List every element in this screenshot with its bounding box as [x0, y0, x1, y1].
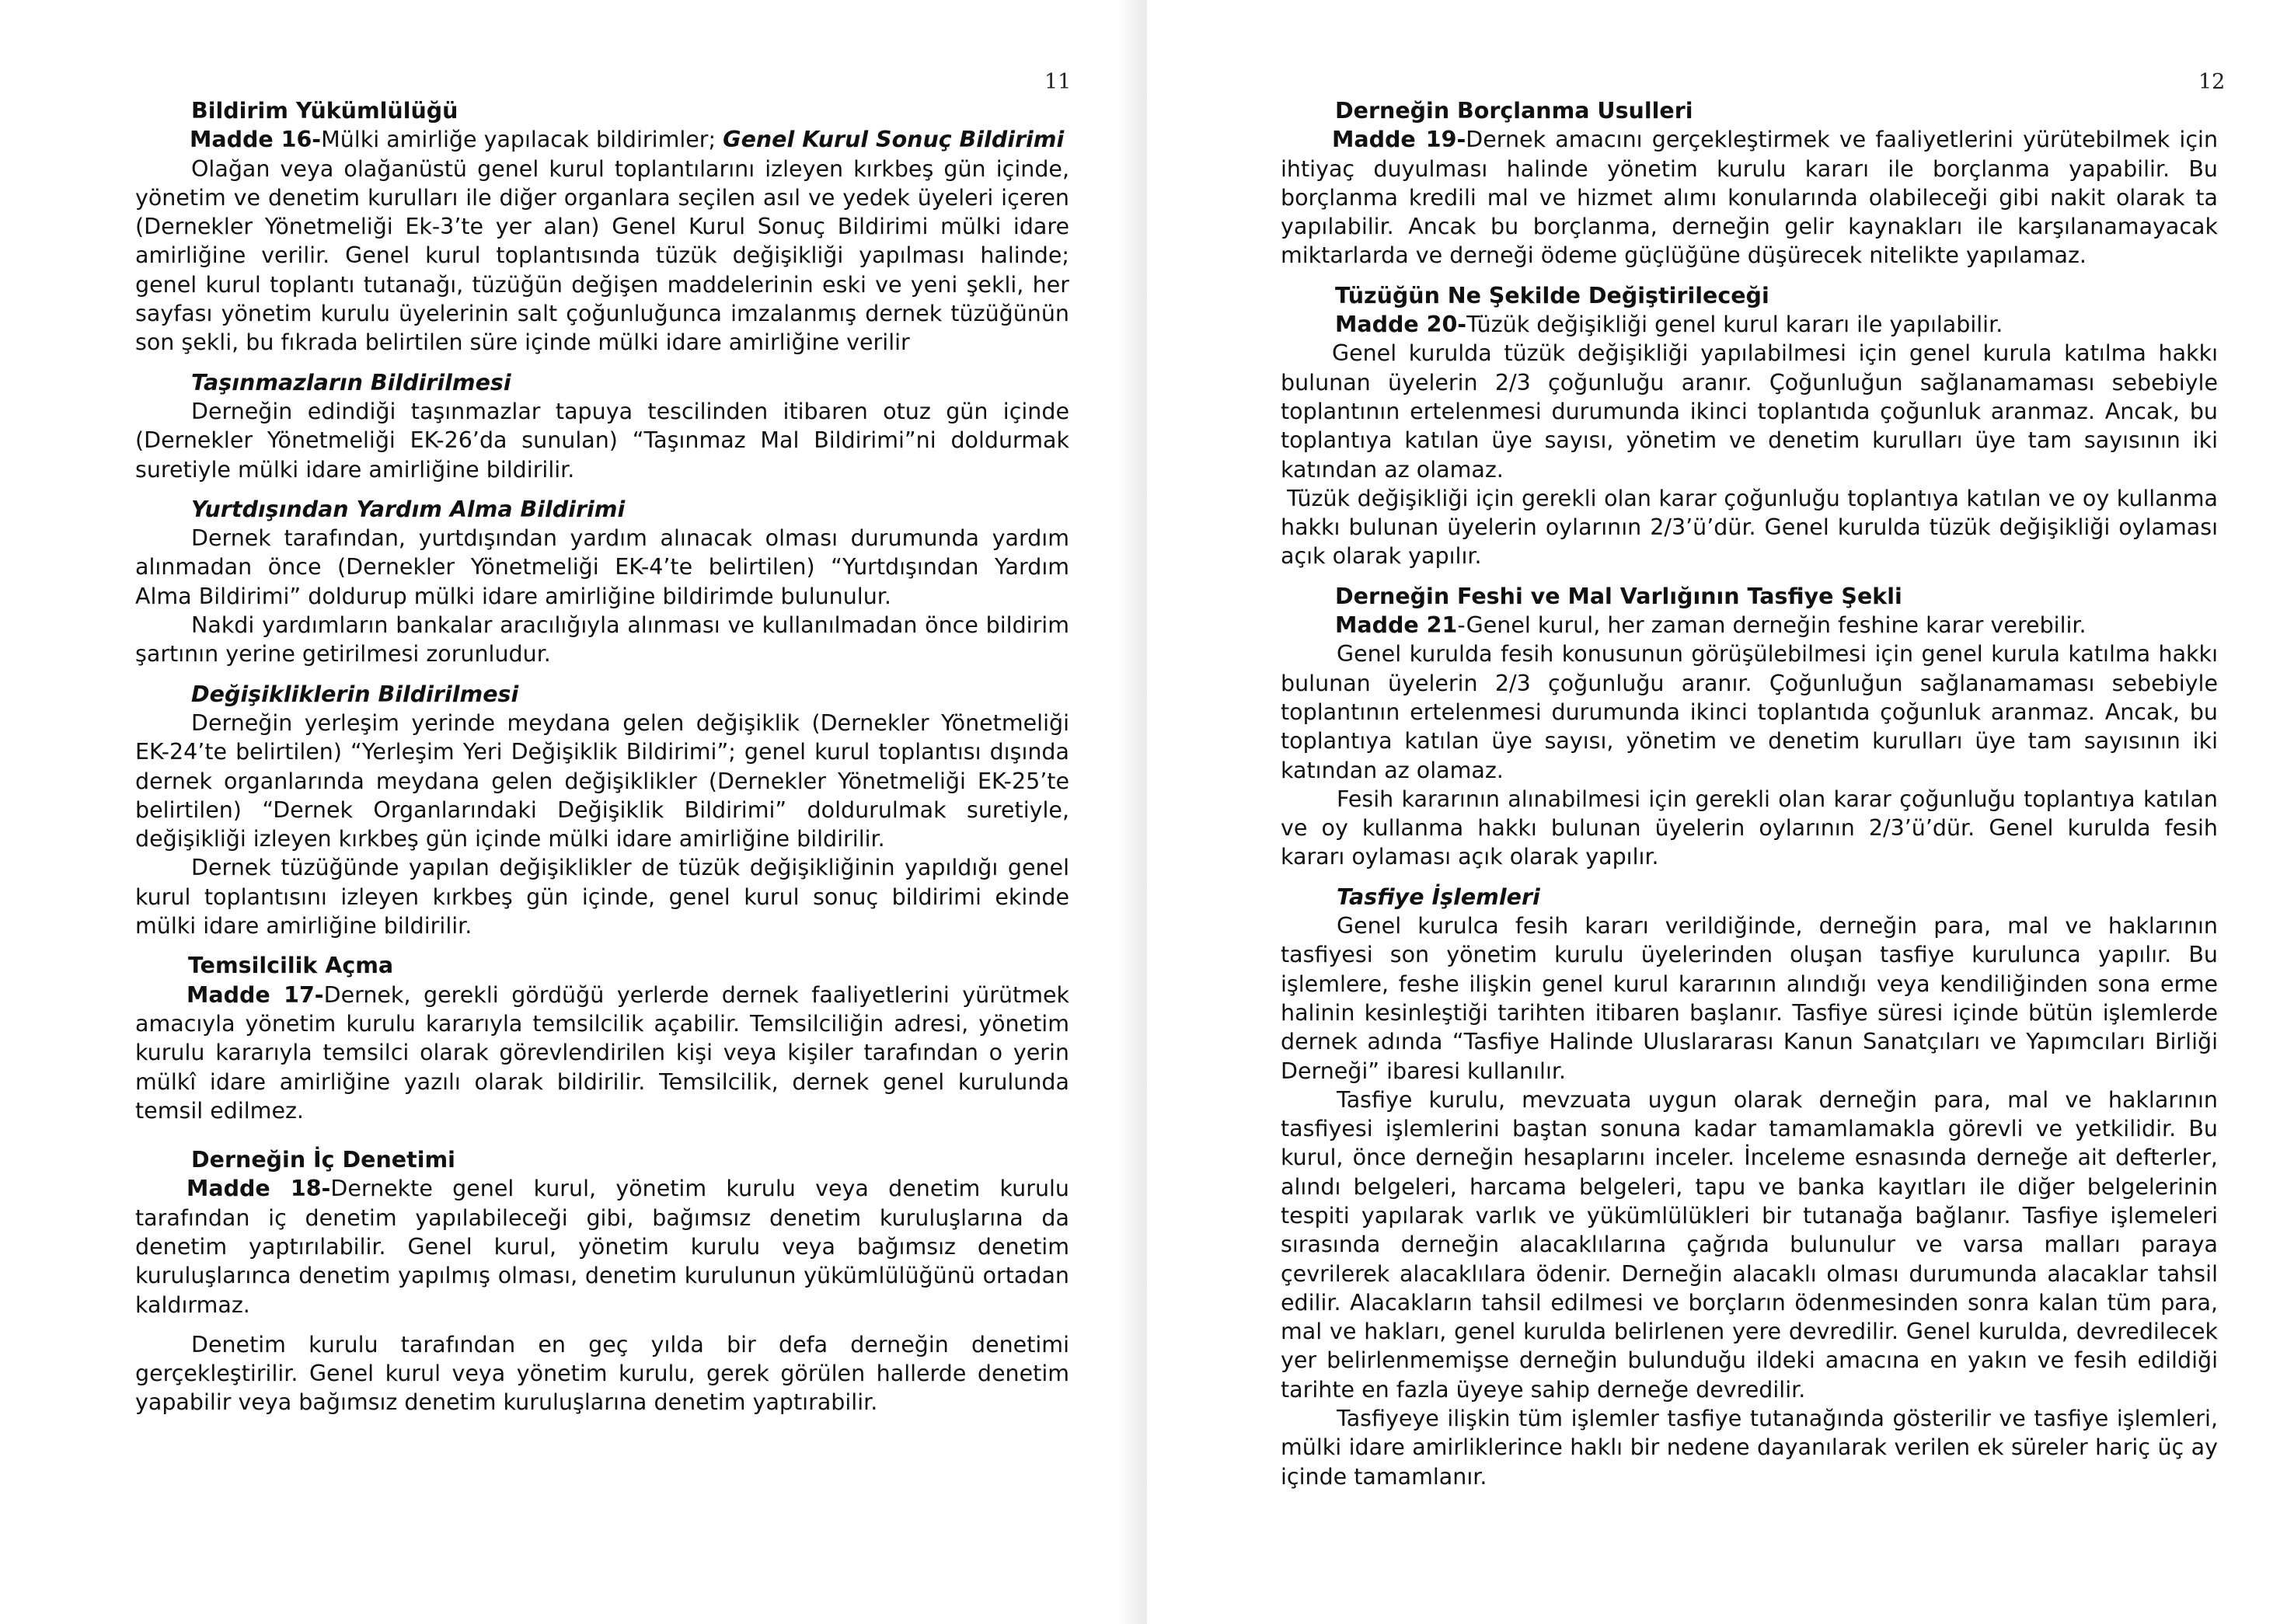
article-paragraph: [135, 125, 1069, 154]
section-heading: Derneğin İç Denetimi: [191, 1147, 455, 1173]
article-text: Mülki amirliğe yapılacak bildirimler;: [321, 127, 723, 153]
body-paragraph: Tüzük değişikliği için gerekli olan karar çoğunluğu toplantıya katılan ve oy kullanma hakkı bulunan üyelerin oylarının 2/3’ü’dür. Genel kurulda tüzük değişikliği oylaması açık olarak yapılır.: [1281, 485, 2218, 570]
body-paragraph: Denetim kurulu tarafından en geç yılda bir defa derneğin denetimi gerçekleştirilir. Genel kurul veya yönetim kurulu, gerek görülen hallerde denetim yapabilir veya bağımsız denetim kuruluşlarına denetim yaptırabilir.: [135, 1331, 1069, 1416]
body-paragraph: Nakdi yardımların bankalar aracılığıyla alınması ve kullanılmadan önce bildirim şartının yerine getirilmesi zorunludur.: [135, 612, 1069, 667]
article-number: Madde 20-: [1335, 312, 1467, 338]
article-text: -Genel kurul, her zaman derneğin feshine karar verebilir.: [1457, 612, 2087, 639]
section-heading: Temsilcilik Açma: [188, 953, 394, 979]
body-paragraph: Fesih kararının alınabilmesi için gerekli olan karar çoğunluğu toplantıya katılan ve oy kullanma hakkı bulunan üyelerin oylarının 2/3’ü’dür. Genel kurulda fesih kararı oylaması açık olarak yapılır.: [1281, 786, 2218, 870]
article-number: Madde 16-: [190, 127, 322, 153]
body-paragraph: Derneğin yerleşim yerinde meydana gelen değişiklik (Dernekler Yönetmeliği EK-24’te belirtilen) “Yerleşim Yeri Değişiklik Bildirimi”; genel kurul toplantısı dışında dernek organlarında meydana gelen değişiklikler (Dernekler Yönetmeliği EK-25’te belirtilen) “Dernek Organlarındaki Değişiklik Bildirimi” doldurulmak suretiyle, değişikliği izleyen kırkbeş gün içinde mülki idare amirliğine bildirilir.: [135, 709, 1069, 852]
body-paragraph: Tasfiyeye ilişkin tüm işlemler tasfiye tutanağında gösterilir ve tasfiye işlemleri, mülki idare amirliklerince haklı bir nedene dayanılarak verilen ek süreler hariç üç ay içinde tamamlanır.: [1281, 1406, 2218, 1490]
right-text-column: [1281, 96, 2218, 1491]
section-heading: Tüzüğün Ne Şekilde Değiştirileceği: [1335, 282, 1769, 308]
section-heading: Derneğin Feshi ve Mal Varlığının Tasfiye Şekli: [1335, 583, 1902, 609]
article-number: Madde 19-: [1332, 127, 1466, 153]
article-text: Dernekte genel kurul, yönetim kurulu veya denetim kurulu tarafından iç denetim yapılabileceği gibi, bağımsız denetim kuruluşlarına da denetim yaptırılabilir. Genel kurul, yönetim kurulu veya bağımsız denetim kuruluşlarınca denetim yapılmış olması, denetim kurulunun yükümlülüğünü ortadan kaldırmaz.: [135, 1176, 1069, 1318]
article-number: Madde 21: [1335, 612, 1458, 639]
page-number: 12: [2198, 70, 2226, 94]
section-heading: Bildirim Yükümlülüğü: [191, 98, 458, 124]
article-text: Dernek, gerekli gördüğü yerlerde dernek faaliyetlerini yürütmek amacıyla yönetim kurulu kararıyla temsilcilik açabilir. Temsilciliğin adresi, yönetim kurulu kararıyla temsilci olarak görevlendirilen kişi veya kişiler tarafından o yerin mülkî idare amirliğine yazılı olarak bildirilir. Temsilcilik, dernek genel kurulunda temsil edilmez.: [135, 981, 1069, 1124]
article-number: Madde 17-: [187, 981, 324, 1008]
article-text: Dernek amacını gerçekleştirmek ve faaliyetlerini yürütebilmek için ihtiyaç duyulması halinde yönetim kurulu kararı ile borçlanma yapabilir. Bu borçlanma kredili mal ve hizmet alımı konularında olabileceği gibi nakit olarak ta yapılabilir. Ancak bu borçlanma, derneğin gelir kaynakları ile karşılanamayacak miktarlarda ve derneği ödeme güçlüğüne düşürecek nitelikte yapılamaz.: [1281, 127, 2219, 269]
body-paragraph: Dernek tüzüğünde yapılan değişiklikler de tüzük değişikliğinin yapıldığı genel kurul toplantısını izleyen kırkbeş gün içinde, genel kurul sonuç bildirimi ekinde mülki idare amirliğine bildirilir.: [135, 855, 1069, 939]
page-number: 11: [1044, 70, 1072, 94]
article-number: Madde 18-: [187, 1176, 331, 1202]
article-paragraph: [1281, 611, 2218, 639]
body-paragraph: Olağan veya olağanüstü genel kurul toplantılarını izleyen kırkbeş gün içinde, yönetim ve denetim kurulları ile diğer organlara seçilen asıl ve yedek üyeleri içeren (Dernekler Yönetmeliği Ek-3’te yer alan) Genel Kurul Sonuç Bildirimi mülki idare amirliğine verilir. Genel kurul toplantısında tüzük değişikliği yapılması halinde; genel kurul toplantı tutanağı, tüzüğün değişen maddelerinin eski ve yeni şekli, her sayfası yönetim kurulu üyelerinin salt çoğunluğunca imzalanmış dernek tüzüğünün son şekli, bu fıkrada belirtilen süre içinde mülki idare amirliğine verilir: [135, 155, 1069, 356]
body-paragraph: Genel kurulca fesih kararı verildiğinde, derneğin para, mal ve haklarının tasfiyesi son yönetim kurulu üyelerinden oluşan tasfiye kurulunca yapılır. Bu işlemlere, feshe ilişkin genel kurul kararının alındığı veya kendiliğinden sona erme halinin kesinleştiği tarihten itibaren başlanır. Tasfiye süresi içinde bütün işlemlerde dernek adında “Tasfiye Halinde Uluslararası Kanun Sanatçıları ve Yapımcıları Birliği Derneği” ibaresi kullanılır.: [1281, 913, 2218, 1084]
article-emphasis: Genel Kurul Sonuç Bildirimi: [723, 127, 1065, 153]
right-page: [1147, 0, 2294, 1624]
subsection-heading: Taşınmazların Bildirilmesi: [191, 369, 511, 396]
article-text: Tüzük değişikliği genel kurul kararı ile yapılabilir.: [1466, 312, 2003, 338]
article-paragraph: [135, 1174, 1069, 1319]
article-paragraph: [1281, 310, 2218, 339]
subsection-heading: Tasfiye İşlemleri: [1337, 883, 1540, 910]
body-paragraph: Dernek tarafından, yurtdışından yardım alınacak olması durumunda yardım alınmadan önce (Dernekler Yönetmeliği EK-4’te belirtilen) “Yurtdışından Yardım Alma Bildirimi” doldurup mülki idare amirliğine bildirimde bulunulur.: [135, 525, 1069, 609]
left-text-column: [135, 96, 1069, 1417]
body-paragraph: Genel kurulda fesih konusunun görüşülebilmesi için genel kurula katılma hakkı bulunan üyelerin 2/3 çoğunluğu aranır. Çoğunluğun sağlanamaması sebebiyle toplantının ertelenmesi durumunda ikinci toplantıda çoğunluk aranmaz. Ancak, bu toplantıya katılan üye sayısı, yönetim ve denetim kurulları üye tam sayısının iki katından az olamaz.: [1281, 641, 2218, 783]
body-paragraph: Derneğin edindiği taşınmazlar tapuya tescilinden itibaren otuz gün içinde (Dernekler Yönetmeliği EK-26’da sunulan) “Taşınmaz Mal Bildirimi”ni doldurmak suretiyle mülki idare amirliğine bildirilir.: [135, 398, 1069, 483]
body-paragraph: Tasfiye kurulu, mevzuata uygun olarak derneğin para, mal ve haklarının tasfiyesi işlemlerini baştan sonuna kadar tamamlamakla görevli ve yetkilidir. Bu kurul, önce derneğin hesaplarını inceler. İnceleme esnasında derneğe ait defterler, alındı belgeleri, harcama belgeleri, tapu ve banka kayıtları ile diğer belgelerinin tespiti yapılarak varlık ve yükümlülükleri bir tutanağa bağlanır. Tasfiye işlemeleri sırasında derneğin alacaklılarına çağrıda bulunulur ve varsa malları paraya çevrilerek alacaklılara ödenir. Derneğin alacaklı olması durumunda alacaklar tahsil edilir. Alacakların tahsil edilmesi ve borçların ödenmesinden sonra kalan tüm para, mal ve hakları, genel kurulda belirlenen yere devredilir. Genel kurulda, devredilecek yer belirlenmemişse derneğin bulunduğu ildeki amacına en yakın ve fesih edildiği tarihte en fazla üyeye sahip derneğe devredilir.: [1281, 1086, 2218, 1403]
subsection-heading: Yurtdışından Yardım Alma Bildirimi: [191, 496, 626, 522]
article-paragraph: [1281, 125, 2218, 270]
article-paragraph: [135, 981, 1069, 1125]
body-paragraph: Genel kurulda tüzük değişikliği yapılabilmesi için genel kurula katılma hakkı bulunan üyelerin 2/3 çoğunluğu aranır. Çoğunluğun sağlanamaması sebebiyle toplantının ertelenmesi durumunda ikinci toplantıda çoğunluk aranmaz. Ancak, bu toplantıya katılan üye sayısı, yönetim ve denetim kurulları üye tam sayısının iki katından az olamaz.: [1281, 340, 2218, 483]
subsection-heading: Değişikliklerin Bildirilmesi: [191, 681, 519, 707]
section-heading: Derneğin Borçlanma Usulleri: [1335, 98, 1693, 124]
